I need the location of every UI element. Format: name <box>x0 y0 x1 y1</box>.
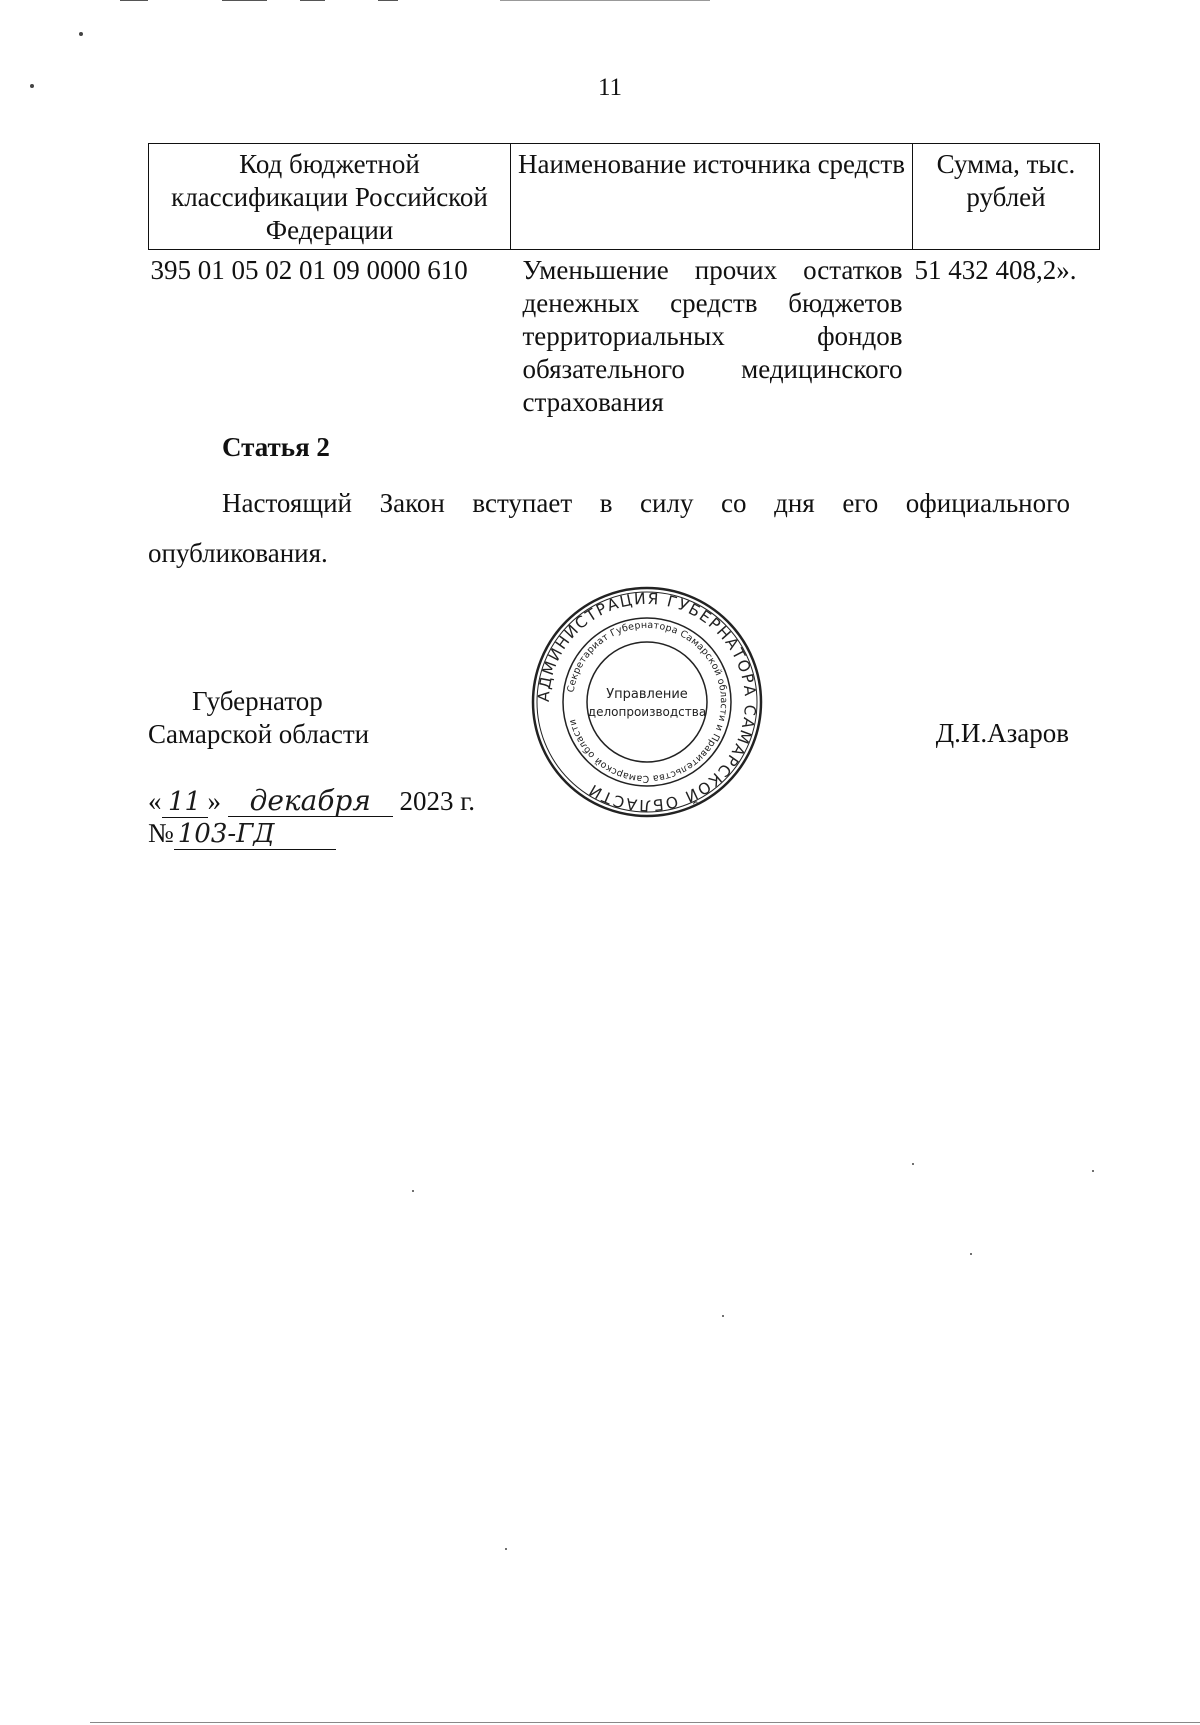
date-open-quote: « <box>148 786 162 816</box>
article-heading: Статья 2 <box>222 432 330 462</box>
table-header-row <box>149 144 1100 250</box>
scan-artifact <box>222 0 267 1</box>
signer-title-line1: Губернатор <box>192 686 323 716</box>
scan-artifact <box>378 0 398 1</box>
scan-speck <box>505 1548 507 1550</box>
handwritten-day: 11 <box>162 787 208 818</box>
scan-speck <box>79 32 83 36</box>
seal-middle-ring <box>563 618 731 786</box>
scan-speck <box>970 1253 972 1255</box>
signer-title <box>148 685 369 751</box>
scan-speck <box>722 1315 724 1317</box>
scan-speck <box>1092 1170 1094 1172</box>
seal-inner-ring <box>587 642 707 762</box>
scan-artifact <box>300 0 325 1</box>
scan-speck <box>412 1190 414 1192</box>
seal-outer-text: АДМИНИСТРАЦИЯ ГУБЕРНАТОРА САМАРСКОЙ ОБЛАСТИ <box>534 589 760 815</box>
seal-center-line1: Управление <box>606 687 688 702</box>
official-seal <box>531 586 763 818</box>
seal-inner-text: Секретариат Губернатора Самарской области и Правительства Самарской области <box>565 619 730 785</box>
date-close-quote: » <box>207 786 221 816</box>
scan-artifact <box>90 1722 1200 1723</box>
page-number: 11 <box>597 74 623 101</box>
date-year: 2023 г. <box>399 786 476 816</box>
header-code: Код бюджетной классификации Российской Федерации <box>149 144 511 250</box>
cell-sum: 51 432 408,2». <box>914 255 1077 285</box>
budget-table <box>148 143 1100 419</box>
header-sum: Сумма, тыс. рублей <box>913 144 1100 250</box>
signer-title-line2: Самарской области <box>148 719 370 749</box>
header-name: Наименование источника средств <box>511 144 913 250</box>
cell-source-name: Уменьшение прочих остатков денежных средств бюджетов территориальных фондов обязательного медицинского страхования <box>522 255 903 417</box>
handwritten-month: декабря <box>228 786 393 817</box>
number-prefix: № <box>148 818 174 848</box>
article-text: Настоящий Закон вступает в силу со дня его официального опубликования. <box>148 488 1070 568</box>
scan-artifact <box>120 0 148 1</box>
handwritten-law-number: 103-ГД <box>174 819 336 850</box>
table-row <box>149 250 1100 420</box>
date-line <box>148 786 475 850</box>
signer-name: Д.И.Азаров <box>935 718 1069 748</box>
seal-center-line2: делопроизводства <box>587 705 707 719</box>
scan-speck <box>912 1163 914 1165</box>
cell-budget-code: 395 01 05 02 01 09 0000 610 <box>150 255 468 285</box>
scan-artifact <box>500 0 710 1</box>
